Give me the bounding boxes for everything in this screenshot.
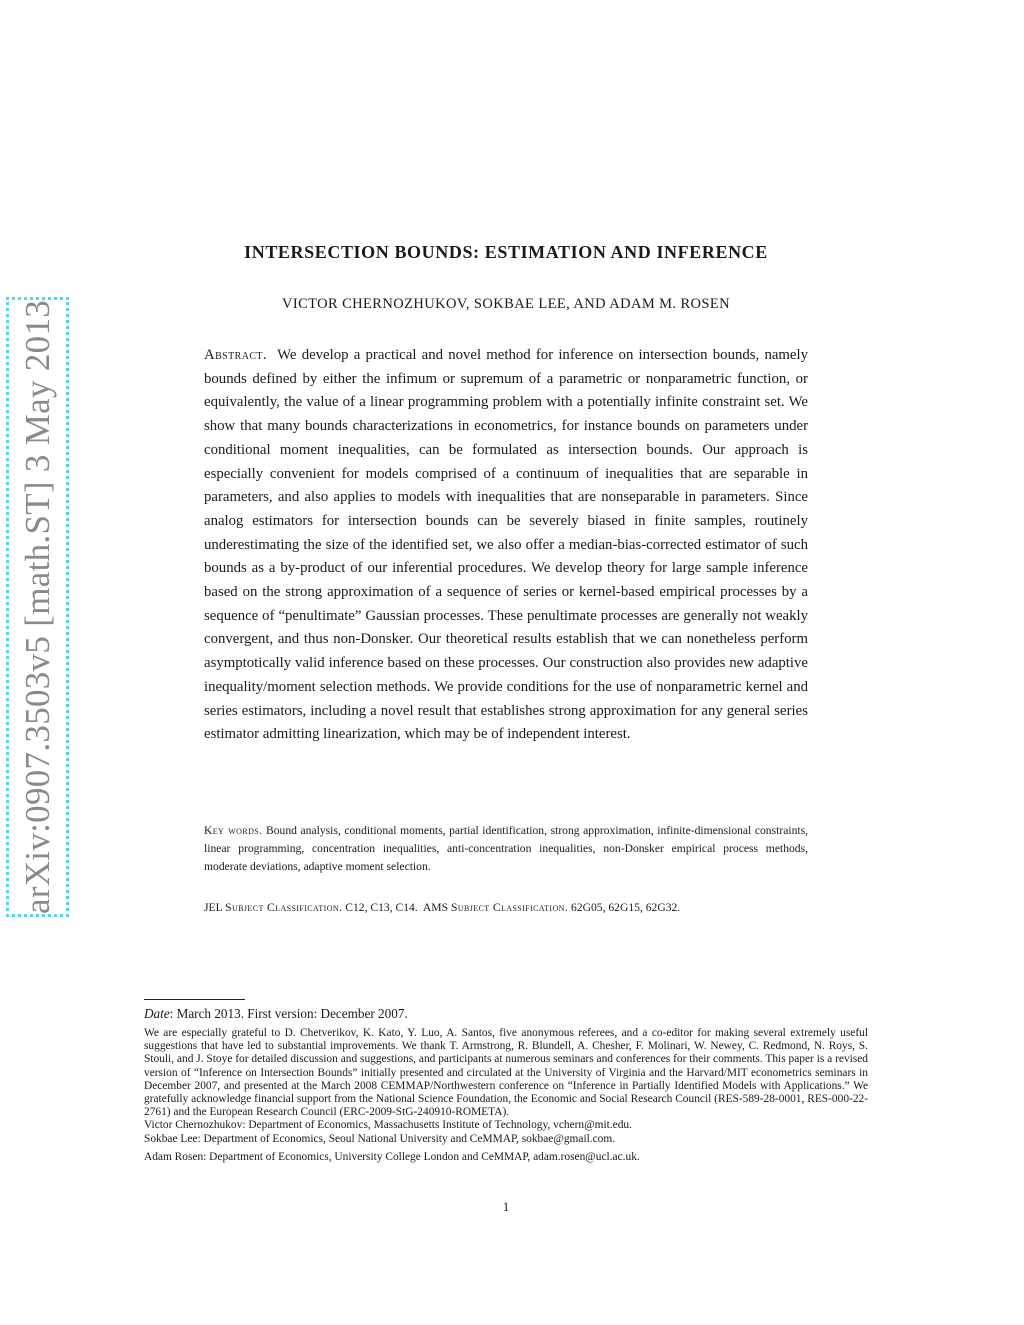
paper-authors: VICTOR CHERNOZHUKOV, SOKBAE LEE, AND ADAM M. ROSEN — [281, 296, 731, 312]
abstract-text: We develop a practical and novel method for inference on intersection bounds, namely bounds defined by either the infimum or supremum of a parametric or nonparametric function, or equivalently, the value of a linear programming problem with a potentially infinite constraint set. We show that many bounds characterizations in econometrics, for instance bounds on parameters under conditional moment inequalities, can be formulated as intersection bounds. Our approach is especially convenient for models comprised of a continuum of inequalities that are separable in parameters, and also applies to models with inequalities that are nonseparable in parameters. Since analog estimators for intersection bounds can be severely biased in finite samples, routinely underestimating the size of the identified set, we also offer a median-bias-corrected estimator of such bounds as a by-product of our inferential procedures. We develop theory for large sample inference based on the strong approximation of a sequence of series or kernel-based empirical processes by a sequence of “penultimate” Gaussian processes. These penultimate processes are generally not weakly convergent, and thus non-Donsker. Our theoretical results establish that we can nonetheless perform asymptotically valid inference based on these processes. Our construction also provides new adaptive inequality/moment selection methods. We provide conditions for the use of nonparametric kernel and series estimators, including a novel result that establishes strong approximation for any general series estimator admitting linearization, which may be of independent interest. — [204, 347, 808, 743]
jel-label: JEL Subject Classification. — [204, 901, 343, 914]
footnote-acknowledgment: We are especially grateful to D. Chetverikov, K. Kato, Y. Luo, A. Santos, five anonymous referees, and a co-editor for making several extremely useful suggestions that have led to substantial improvements. We thank T. Armstrong, R. Blundell, A. Chesher, F. Molinari, W. Newey, C. Redmond, N. Roys, S. Stouli, and J. Stoye for detailed discussion and suggestions, and participants at numerous seminars and conferences for their comments. This paper is a revised version of “Inference on Intersection Bounds” initially presented and circulated at the University of Virginia and the Harvard/MIT econometrics seminars in December 2007, and presented at the March 2008 CEMMAP/Northwestern conference on “Inference in Partially Identified Models with Applications.” We gratefully acknowledge financial support from the National Science Foundation, the Economic and Social Research Council (RES-589-28-0001, RES-000-22-2761) and the European Research Council (ERC-2009-StG-240910-ROMETA). — [144, 1027, 868, 1119]
footnote-divider — [144, 999, 245, 1000]
affiliation-rosen: Adam Rosen: Department of Economics, University College London and CeMMAP, adam.rosen@ucl.ac.uk. — [144, 1150, 640, 1163]
abstract-label: Abstract. — [204, 347, 267, 363]
arxiv-identifier[interactable]: arXiv:0907.3503v5 [math.ST] 3 May 2013 — [17, 299, 57, 915]
keywords-label: Key words. — [204, 824, 263, 837]
paper-title: INTERSECTION BOUNDS: ESTIMATION AND INFERENCE — [244, 242, 768, 262]
subject-classification — [204, 899, 808, 917]
keywords-text: Bound analysis, conditional moments, partial identification, strong approximation, infinite-dimensional constraints, linear programming, concentration inequalities, anti-concentration inequalities, non-Donsker empirical process methods, moderate deviations, adaptive moment selection. — [204, 824, 808, 873]
ams-label: AMS Subject Classification. — [422, 901, 569, 914]
arxiv-stamp — [6, 297, 69, 917]
footnote-date — [144, 1005, 868, 1023]
footnotes — [144, 1005, 868, 1164]
date-text: : March 2013. First version: December 2007. — [169, 1006, 408, 1021]
keywords — [204, 822, 808, 876]
date-label: Date — [144, 1006, 170, 1021]
abstract — [204, 344, 808, 747]
page-number: 1 — [502, 1199, 510, 1214]
jel-codes: C12, C13, C14. — [345, 901, 418, 914]
affiliation-lee: Sokbae Lee: Department of Economics, Seoul National University and CeMMAP, sokbae@gmail.com. — [144, 1132, 616, 1145]
ams-codes: 62G05, 62G15, 62G32. — [571, 901, 681, 914]
affiliation-chernozhukov: Victor Chernozhukov: Department of Economics, Massachusetts Institute of Technology, vchern@mit.edu. — [144, 1119, 632, 1132]
